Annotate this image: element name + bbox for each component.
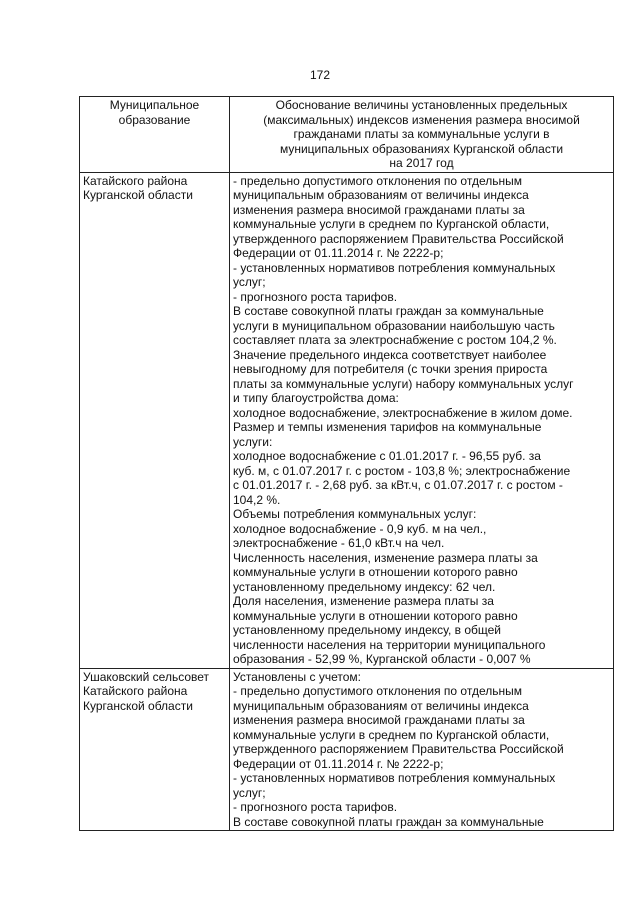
justification-cell bbox=[230, 172, 614, 668]
justification-cell bbox=[230, 668, 614, 831]
header-municipality bbox=[80, 97, 230, 173]
header-municipality-line: образование bbox=[118, 112, 191, 127]
justification-line: - установленных нормативов потребления коммунальных bbox=[233, 771, 556, 785]
page-number: 172 bbox=[309, 68, 331, 82]
justification-line: невыгодному для потребителя (с точки зрения прироста bbox=[233, 362, 548, 376]
justification-line: Федерации от 01.11.2014 г. № 2222-р; bbox=[233, 756, 444, 771]
table-row bbox=[80, 668, 614, 831]
justification-line: утвержденного распоряжением Правительства Российской bbox=[233, 231, 564, 246]
justification-line: Федерации от 01.11.2014 г. № 2222-р; bbox=[233, 246, 444, 260]
justification-line: холодное водоснабжение - 0,9 куб. м на чел., bbox=[233, 521, 487, 536]
table-header-row bbox=[80, 97, 614, 173]
justification-line: - прогнозного роста тарифов. bbox=[233, 289, 398, 304]
justification-line: услуги в муниципальном образовании наибольшую часть bbox=[233, 318, 555, 333]
header-municipality-line: Муниципальное bbox=[109, 98, 200, 112]
justification-line: Доля населения, изменение размера платы за bbox=[233, 594, 494, 608]
justification-line: Размер и темпы изменения тарифов на коммунальные bbox=[233, 420, 542, 434]
justification-line: образования - 52,99 %, Курганской области - 0,007 % bbox=[233, 652, 531, 666]
justification-line: муниципальным образованиям от величины индекса bbox=[233, 188, 529, 202]
justification-line: коммунальные услуги в отношении которого равно bbox=[233, 565, 518, 579]
municipality-line: Катайского района bbox=[83, 173, 188, 188]
municipality-line: Курганской области bbox=[83, 188, 193, 202]
municipality-line: Катайского района bbox=[83, 684, 188, 698]
justification-line: изменения размера вносимой гражданами платы за bbox=[233, 713, 525, 727]
header-justification bbox=[230, 97, 614, 173]
justification-line: услуг; bbox=[233, 275, 266, 289]
justification-line: услуги: bbox=[233, 434, 273, 449]
justification-line: с 01.01.2017 г. - 2,68 руб. за кВт.ч, с 01.07.2017 г. с ростом - bbox=[233, 478, 563, 492]
justification-line: электроснабжение - 61,0 кВт.ч на чел. bbox=[233, 536, 445, 550]
justification-line: составляет плата за электроснабжение с ростом 104,2 %. bbox=[233, 333, 557, 347]
justification-line: холодное водоснабжение с 01.01.2017 г. - 96,55 руб. за bbox=[233, 449, 541, 463]
justification-line: Объемы потребления коммунальных услуг: bbox=[233, 507, 477, 521]
header-justification-line: (максимальных) индексов изменения размера вносимой bbox=[263, 112, 580, 127]
municipality-cell bbox=[80, 668, 230, 831]
justification-line: установленному предельному индексу: 62 чел. bbox=[233, 579, 496, 594]
justification-line: - предельно допустимого отклонения по отдельным bbox=[233, 684, 522, 698]
justification-line: Численность населения, изменение размера платы за bbox=[233, 550, 538, 565]
justification-line: холодное водоснабжение, электроснабжение в жилом доме. bbox=[233, 405, 573, 420]
justification-line: коммунальные услуги в среднем по Курганской области, bbox=[233, 217, 550, 231]
justification-line: В составе совокупной платы граждан за коммунальные bbox=[233, 814, 544, 829]
justification-line: - предельно допустимого отклонения по отдельным bbox=[233, 173, 522, 188]
header-justification-line: на 2017 год bbox=[389, 156, 454, 170]
justification-line: услуг; bbox=[233, 785, 266, 800]
header-justification-line: Обоснование величины установленных предельных bbox=[275, 98, 568, 112]
table-row bbox=[80, 172, 614, 668]
justification-line: Установлены с учетом: bbox=[233, 669, 361, 684]
justification-line: установленному предельному индексу, в общей bbox=[233, 623, 501, 637]
justification-line: - прогнозного роста тарифов. bbox=[233, 800, 398, 814]
justification-line: коммунальные услуги в среднем по Курганской области, bbox=[233, 727, 550, 742]
justification-line: - установленных нормативов потребления коммунальных bbox=[233, 260, 556, 275]
justification-line: платы за коммунальные услуги) набору коммунальных услуг bbox=[233, 376, 574, 391]
municipality-cell bbox=[80, 172, 230, 668]
justification-line: численности населения на территории муниципального bbox=[233, 637, 546, 652]
indices-table bbox=[79, 96, 614, 831]
justification-line: коммунальные услуги в отношении которого равно bbox=[233, 608, 518, 623]
justification-line: муниципальным образованиям от величины индекса bbox=[233, 698, 529, 713]
header-justification-line: муниципальных образованиях Курганской области bbox=[279, 141, 564, 156]
justification-line: утвержденного распоряжением Правительства Российской bbox=[233, 742, 564, 756]
municipality-line: Курганской области bbox=[83, 698, 193, 713]
justification-line: изменения размера вносимой гражданами платы за bbox=[233, 202, 525, 217]
header-justification-line: гражданами платы за коммунальные услуги в bbox=[293, 127, 550, 141]
justification-line: куб. м, с 01.07.2017 г. с ростом - 103,8 %; электроснабжение bbox=[233, 463, 571, 478]
justification-line: и типу благоустройства дома: bbox=[233, 391, 399, 405]
justification-line: В составе совокупной платы граждан за коммунальные bbox=[233, 304, 544, 318]
justification-line: Значение предельного индекса соответствует наиболее bbox=[233, 347, 547, 362]
municipality-line: Ушаковский сельсовет bbox=[83, 669, 210, 684]
justification-line: 104,2 %. bbox=[233, 492, 281, 507]
